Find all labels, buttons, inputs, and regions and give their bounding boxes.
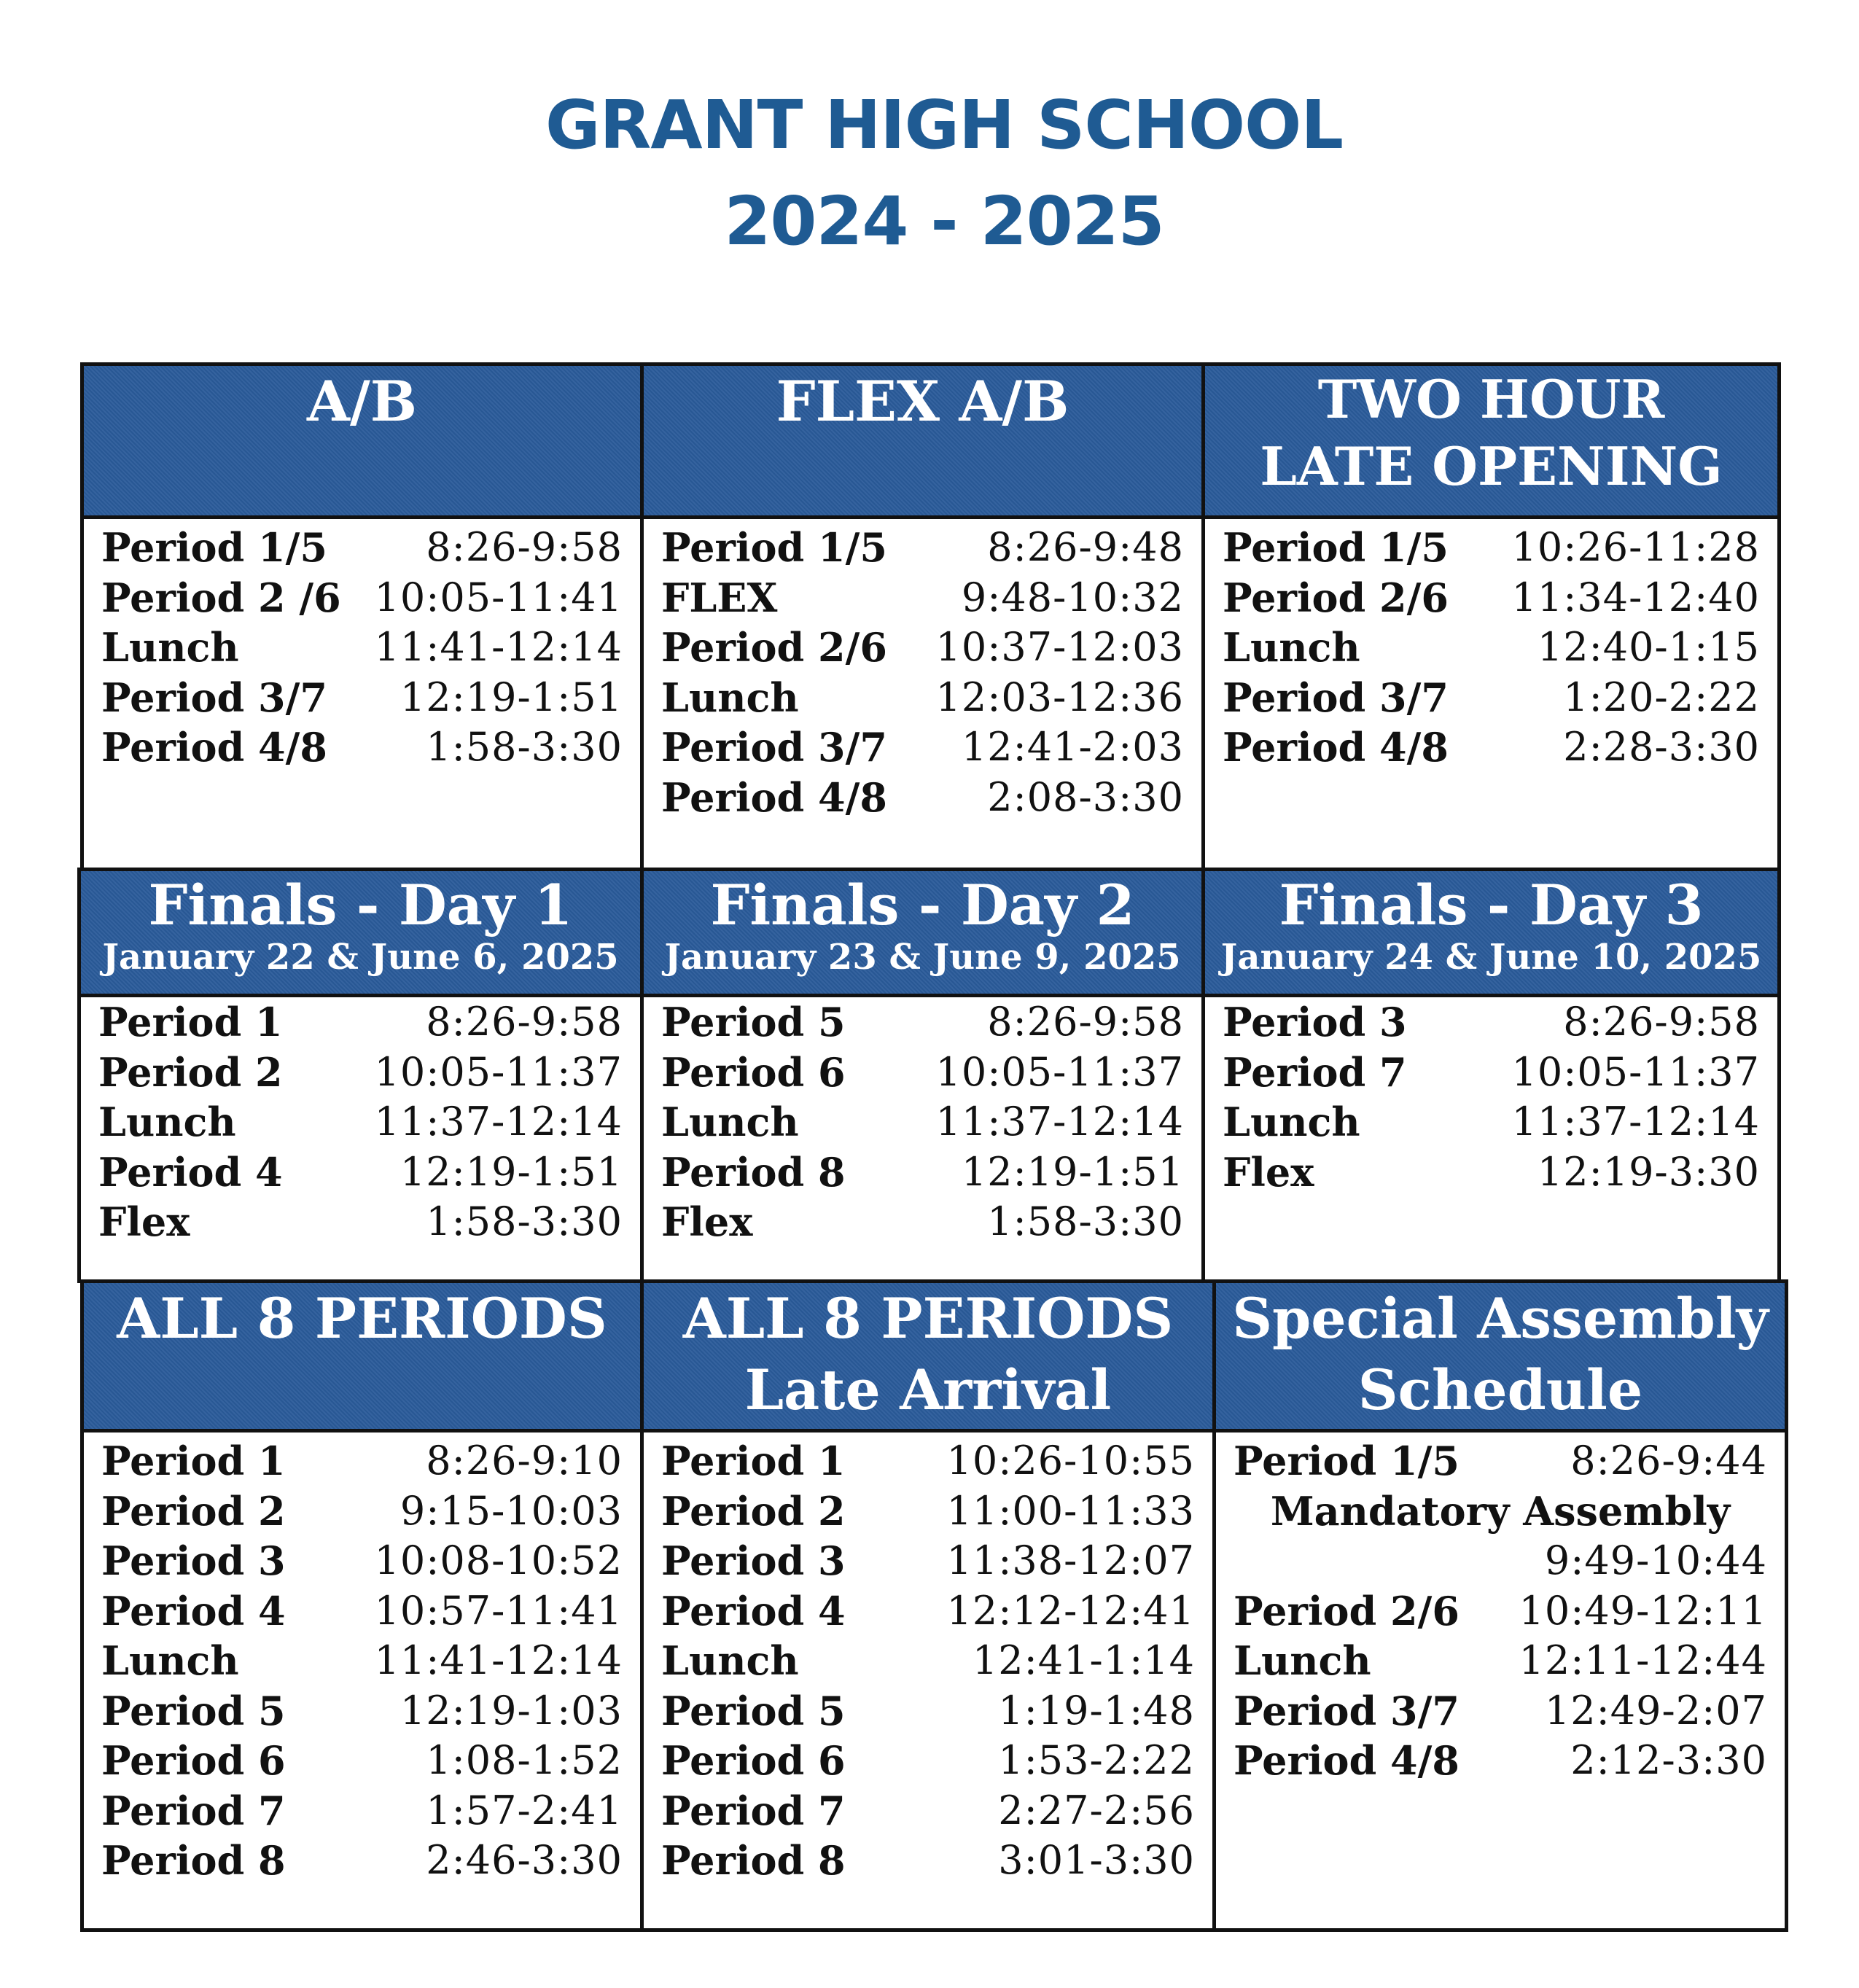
period-label: Lunch bbox=[661, 1637, 799, 1684]
period-label: Period 3 bbox=[1223, 999, 1407, 1045]
panel-header bbox=[1205, 871, 1777, 997]
period-time: 10:26-11:28 bbox=[1511, 524, 1760, 570]
schedule-rows bbox=[644, 523, 1201, 822]
period-label: Period 8 bbox=[661, 1837, 846, 1884]
schedule-row bbox=[644, 1686, 1212, 1736]
period-label: Period 2 bbox=[101, 1487, 286, 1535]
panel-header bbox=[84, 366, 640, 519]
period-label: Period 4/8 bbox=[661, 773, 887, 821]
panel-header bbox=[81, 871, 640, 997]
panel-ab bbox=[80, 362, 644, 871]
period-label: Lunch bbox=[1223, 1099, 1360, 1145]
schedule-row bbox=[644, 773, 1201, 823]
period-time: 12:19-1:03 bbox=[400, 1687, 623, 1734]
schedule-row bbox=[1216, 1636, 1785, 1686]
schedule-row bbox=[1205, 1048, 1777, 1098]
period-label: Lunch bbox=[1234, 1637, 1371, 1684]
panel-finals-day-2 bbox=[640, 868, 1205, 1283]
schedule-row bbox=[1205, 673, 1777, 723]
panel-header bbox=[1205, 366, 1777, 519]
panel-title-line-1: Special Assembly bbox=[1232, 1286, 1769, 1351]
period-time: 12:19-3:30 bbox=[1537, 1148, 1760, 1195]
period-time: 12:41-2:03 bbox=[961, 724, 1184, 770]
panel-dates: January 22 & June 6, 2025 bbox=[102, 937, 619, 978]
period-time: 12:19-1:51 bbox=[400, 1148, 623, 1195]
period-time: 12:12-12:41 bbox=[946, 1587, 1195, 1634]
period-time: 12:41-1:14 bbox=[972, 1637, 1195, 1683]
period-time: 10:05-11:37 bbox=[374, 1048, 623, 1095]
period-label: Period 6 bbox=[101, 1737, 286, 1784]
period-label: Period 3/7 bbox=[1234, 1687, 1459, 1734]
schedule-row bbox=[81, 1197, 640, 1247]
period-label: Period 7 bbox=[661, 1787, 846, 1834]
period-time: 8:26-9:58 bbox=[1563, 999, 1760, 1045]
period-label: Period 7 bbox=[1223, 1048, 1407, 1096]
period-time: 10:05-11:41 bbox=[374, 574, 623, 620]
period-time: 11:34-12:40 bbox=[1511, 574, 1760, 620]
schedule-row bbox=[644, 1736, 1212, 1786]
period-time: 12:11-12:44 bbox=[1519, 1637, 1767, 1683]
period-time: 10:05-11:37 bbox=[935, 1048, 1184, 1095]
period-time: 1:19-1:48 bbox=[998, 1687, 1195, 1734]
schedule-row bbox=[1216, 1436, 1785, 1486]
schedule-row bbox=[644, 1048, 1201, 1098]
period-label: Period 8 bbox=[661, 1148, 846, 1196]
schedule-row bbox=[1216, 1686, 1785, 1736]
period-time: 10:57-11:41 bbox=[374, 1587, 623, 1634]
schedule-row bbox=[1216, 1486, 1785, 1537]
period-label: Flex bbox=[98, 1198, 190, 1245]
schedule-row bbox=[84, 1836, 640, 1886]
period-time: 11:41-12:14 bbox=[374, 624, 623, 670]
period-label: Period 2 bbox=[98, 1048, 283, 1096]
schedule-row bbox=[81, 997, 640, 1048]
period-label: Period 5 bbox=[661, 999, 846, 1045]
period-time: 10:26-10:55 bbox=[946, 1438, 1195, 1484]
period-time: 12:19-1:51 bbox=[400, 674, 623, 720]
panel-two-hour-late bbox=[1201, 362, 1781, 871]
panel-title-line-1: TWO HOUR bbox=[1317, 368, 1665, 430]
schedule-rows bbox=[644, 997, 1201, 1247]
schedule-row bbox=[84, 722, 640, 773]
period-time: 1:58-3:30 bbox=[987, 1198, 1184, 1244]
panel-finals-day-3 bbox=[1201, 868, 1781, 1283]
schedule-row bbox=[84, 1736, 640, 1786]
period-label: Lunch bbox=[661, 674, 799, 721]
schedule-row bbox=[644, 523, 1201, 573]
schedule-rows bbox=[1205, 523, 1777, 773]
period-time: 10:08-10:52 bbox=[374, 1537, 623, 1583]
panel-title: Finals - Day 2 bbox=[710, 873, 1135, 938]
period-time: 10:05-11:37 bbox=[1511, 1048, 1760, 1095]
panel-header bbox=[644, 1283, 1212, 1432]
schedule-row bbox=[1216, 1736, 1785, 1786]
period-time: 11:41-12:14 bbox=[374, 1637, 623, 1683]
schedule-rows bbox=[1205, 997, 1777, 1197]
schedule-row bbox=[1216, 1586, 1785, 1637]
schedule-row bbox=[1205, 997, 1777, 1048]
period-time: 12:19-1:51 bbox=[961, 1148, 1184, 1195]
period-time: 8:26-9:58 bbox=[426, 524, 623, 570]
schedule-row bbox=[84, 623, 640, 673]
schedule-row bbox=[644, 1586, 1212, 1637]
panel-header bbox=[644, 871, 1201, 997]
period-label: Period 2/6 bbox=[1234, 1587, 1459, 1634]
schedule-row bbox=[81, 1097, 640, 1147]
schedule-row bbox=[644, 1486, 1212, 1537]
period-label: Period 1/5 bbox=[661, 524, 887, 571]
schedule-row bbox=[644, 1786, 1212, 1836]
period-label: Period 4/8 bbox=[1234, 1737, 1459, 1784]
schedule-row bbox=[84, 573, 640, 623]
period-label: Period 3 bbox=[101, 1537, 286, 1584]
period-label: Period 1 bbox=[661, 1438, 846, 1484]
period-label: Period 8 bbox=[101, 1837, 286, 1884]
period-label: Period 2/6 bbox=[661, 624, 887, 671]
period-label: FLEX bbox=[661, 574, 778, 621]
period-time: 2:08-3:30 bbox=[987, 773, 1184, 820]
period-label: Mandatory Assembly bbox=[1270, 1487, 1731, 1535]
schedule-row bbox=[84, 523, 640, 573]
schedule-row bbox=[1205, 1097, 1777, 1147]
schedule-rows bbox=[1216, 1436, 1785, 1786]
period-time: 12:03-12:36 bbox=[935, 674, 1184, 720]
period-label: Period 5 bbox=[661, 1687, 846, 1734]
period-time: 8:26-9:44 bbox=[1570, 1438, 1767, 1484]
period-time: 11:37-12:14 bbox=[935, 1099, 1184, 1145]
schedule-rows bbox=[81, 997, 640, 1247]
period-label: Period 1/5 bbox=[101, 524, 327, 571]
period-label: Lunch bbox=[661, 1099, 799, 1145]
period-label: Period 1/5 bbox=[1234, 1438, 1459, 1484]
panel-header bbox=[644, 366, 1201, 519]
period-label: Period 3/7 bbox=[661, 724, 887, 771]
panel-header bbox=[1216, 1283, 1785, 1432]
period-label: Period 4 bbox=[101, 1587, 286, 1634]
period-time: 10:37-12:03 bbox=[935, 624, 1184, 670]
period-label: Period 7 bbox=[101, 1787, 286, 1834]
panel-header bbox=[84, 1283, 640, 1432]
schedule-row bbox=[81, 1048, 640, 1098]
period-label: Period 5 bbox=[101, 1687, 286, 1734]
period-label: Period 1 bbox=[101, 1438, 286, 1484]
period-label: Flex bbox=[661, 1198, 753, 1245]
panel-finals-day-1 bbox=[77, 868, 644, 1283]
schedule-row bbox=[644, 722, 1201, 773]
schedule-row bbox=[1205, 573, 1777, 623]
period-label: Flex bbox=[1223, 1148, 1314, 1196]
schedule-row bbox=[644, 1197, 1201, 1247]
schedule-row bbox=[84, 1436, 640, 1486]
panel-title: Finals - Day 1 bbox=[148, 873, 573, 938]
panel-special-assembly bbox=[1212, 1279, 1788, 1932]
period-label: Period 4/8 bbox=[101, 724, 327, 771]
period-label: Period 3 bbox=[661, 1537, 846, 1584]
panel-all-8-late-arrival bbox=[640, 1279, 1216, 1932]
panel-title: FLEX A/B bbox=[776, 369, 1069, 434]
panel-flex-ab bbox=[640, 362, 1205, 871]
period-label: Lunch bbox=[1223, 624, 1360, 671]
schedule-row bbox=[84, 1486, 640, 1537]
period-time: 2:46-3:30 bbox=[426, 1837, 623, 1883]
period-time: 2:28-3:30 bbox=[1563, 724, 1760, 770]
period-time: 1:58-3:30 bbox=[426, 1198, 623, 1244]
period-time: 11:00-11:33 bbox=[946, 1487, 1195, 1534]
period-label: Period 4 bbox=[661, 1587, 846, 1634]
period-time: 8:26-9:10 bbox=[426, 1438, 623, 1484]
panel-title-line-1: ALL 8 PERIODS bbox=[682, 1286, 1174, 1351]
period-time: 1:57-2:41 bbox=[426, 1787, 623, 1833]
schedule-rows bbox=[644, 1436, 1212, 1886]
period-label: Period 3/7 bbox=[101, 674, 327, 721]
schedule-row bbox=[644, 1636, 1212, 1686]
schedule-row bbox=[644, 1536, 1212, 1586]
period-label: Period 4/8 bbox=[1223, 724, 1449, 771]
schedule-row bbox=[644, 1436, 1212, 1486]
panel-title: Finals - Day 3 bbox=[1279, 873, 1704, 938]
schedule-rows bbox=[84, 1436, 640, 1886]
period-time: 1:08-1:52 bbox=[426, 1737, 623, 1783]
schedule-row bbox=[1205, 1147, 1777, 1198]
schedule-row bbox=[644, 573, 1201, 623]
panel-title: ALL 8 PERIODS bbox=[117, 1286, 607, 1351]
period-label: Lunch bbox=[101, 624, 239, 671]
schedule-row bbox=[81, 1147, 640, 1198]
period-time: 2:27-2:56 bbox=[998, 1787, 1195, 1833]
period-time: 12:40-1:15 bbox=[1537, 624, 1760, 670]
panel-title-line-2: LATE OPENING bbox=[1260, 435, 1723, 497]
period-time: 11:37-12:14 bbox=[1511, 1099, 1760, 1145]
schedule-row bbox=[1205, 623, 1777, 673]
schedule-row bbox=[644, 1836, 1212, 1886]
period-label: Period 1/5 bbox=[1223, 524, 1449, 571]
period-label: Period 6 bbox=[661, 1737, 846, 1784]
panel-dates: January 23 & June 9, 2025 bbox=[664, 937, 1181, 978]
period-time: 2:12-3:30 bbox=[1570, 1737, 1767, 1783]
period-time: 9:15-10:03 bbox=[400, 1487, 623, 1534]
period-time: 11:37-12:14 bbox=[374, 1099, 623, 1145]
schedule-row bbox=[84, 1636, 640, 1686]
school-year: 2024 - 2025 bbox=[724, 182, 1164, 260]
period-time: 9:48-10:32 bbox=[961, 574, 1184, 620]
schedule-row bbox=[84, 673, 640, 723]
period-time: 8:26-9:58 bbox=[426, 999, 623, 1045]
schedule-row bbox=[84, 1536, 640, 1586]
period-time: 3:01-3:30 bbox=[998, 1837, 1195, 1883]
schedule-row bbox=[84, 1586, 640, 1637]
schedule-row bbox=[1216, 1536, 1785, 1586]
panel-all-8-periods bbox=[80, 1279, 644, 1932]
period-time: 11:38-12:07 bbox=[946, 1537, 1195, 1583]
schedule-row bbox=[644, 1147, 1201, 1198]
schedule-row bbox=[644, 623, 1201, 673]
period-time: 12:49-2:07 bbox=[1544, 1687, 1767, 1734]
period-time: 1:53-2:22 bbox=[998, 1737, 1195, 1783]
period-time: 1:20-2:22 bbox=[1563, 674, 1760, 720]
schedule-row bbox=[644, 997, 1201, 1048]
schedule-row bbox=[84, 1786, 640, 1836]
schedule-row bbox=[1205, 523, 1777, 573]
schedule-rows bbox=[84, 523, 640, 773]
panel-dates: January 24 & June 10, 2025 bbox=[1220, 937, 1762, 978]
schedule-row bbox=[644, 673, 1201, 723]
period-label: Period 2/6 bbox=[1223, 574, 1449, 621]
period-label: Period 2 /6 bbox=[101, 574, 341, 621]
period-label: Period 6 bbox=[661, 1048, 846, 1096]
period-time: 8:26-9:48 bbox=[987, 524, 1184, 570]
period-time: 9:49-10:44 bbox=[1544, 1537, 1767, 1583]
schedule-row bbox=[84, 1686, 640, 1736]
schedule-row bbox=[644, 1097, 1201, 1147]
period-time: 8:26-9:58 bbox=[987, 999, 1184, 1045]
period-label: Period 4 bbox=[98, 1148, 283, 1196]
period-label: Lunch bbox=[98, 1099, 236, 1145]
period-label: Lunch bbox=[101, 1637, 239, 1684]
panel-title-line-2: Late Arrival bbox=[744, 1357, 1112, 1422]
period-label: Period 1 bbox=[98, 999, 283, 1045]
schedule-row bbox=[1205, 722, 1777, 773]
period-label: Period 3/7 bbox=[1223, 674, 1449, 721]
period-time: 10:49-12:11 bbox=[1519, 1587, 1767, 1634]
panel-title-line-2: Schedule bbox=[1357, 1357, 1643, 1422]
period-time: 1:58-3:30 bbox=[426, 724, 623, 770]
period-label: Period 2 bbox=[661, 1487, 846, 1535]
panel-title: A/B bbox=[307, 369, 417, 434]
school-title: GRANT HIGH SCHOOL bbox=[545, 86, 1343, 164]
